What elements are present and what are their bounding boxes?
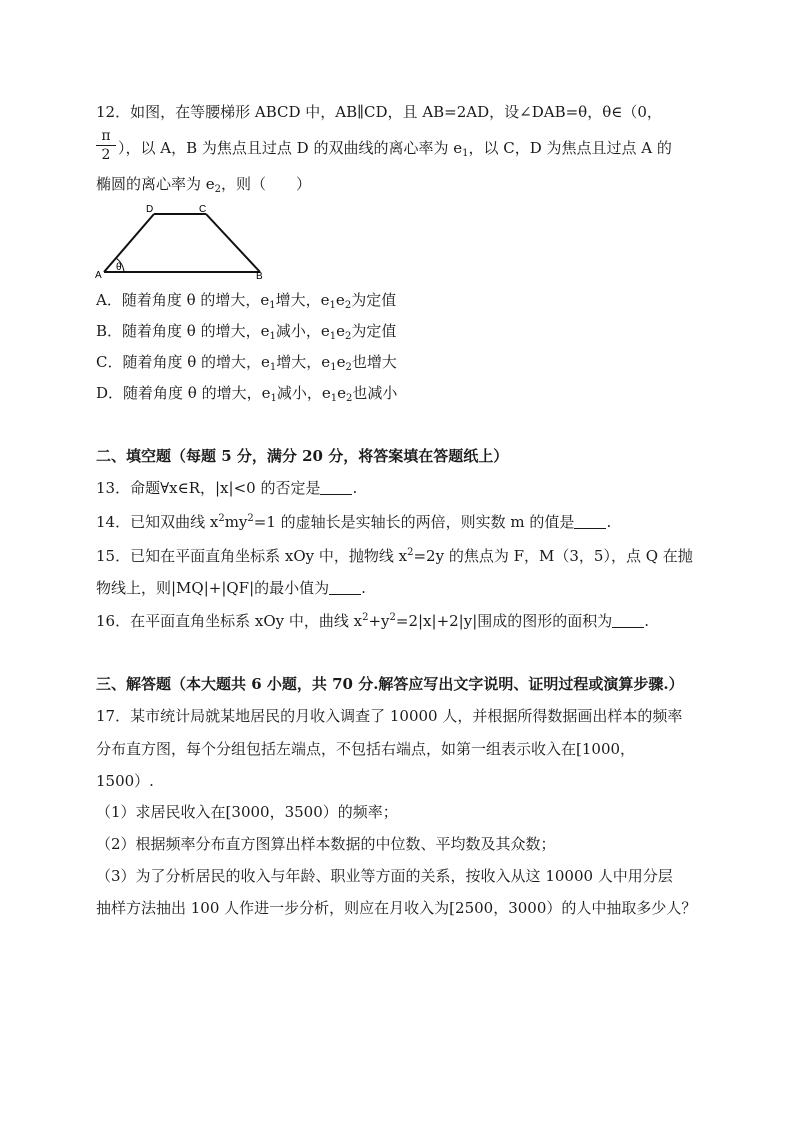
sub-1: 1 xyxy=(329,300,336,311)
q16-a: 16．在平面直角坐标系 xOy 中，曲线 x xyxy=(96,612,363,630)
q13 xyxy=(96,478,357,498)
option-b xyxy=(96,321,396,341)
answer-blank xyxy=(329,580,361,595)
answer-blank xyxy=(612,613,644,628)
answer-blank xyxy=(574,514,606,529)
option-d-end: 也减小 xyxy=(352,384,398,402)
option-a-prefix: A．随着角度 θ 的增大，e xyxy=(96,291,270,309)
sup-2: 2 xyxy=(362,612,369,623)
q14-end: . xyxy=(606,513,612,531)
sup-2: 2 xyxy=(218,513,225,524)
q12-line2-a: ），以 A，B 为焦点且过点 D 的双曲线的离心率为 e xyxy=(118,139,463,157)
answer-blank xyxy=(320,480,352,495)
q15-line2 xyxy=(96,578,366,598)
option-c-end: 也增大 xyxy=(351,353,397,371)
option-d-prefix: D．随着角度 θ 的增大，e xyxy=(96,384,271,402)
sub-1: 1 xyxy=(462,148,469,159)
sub-2: 2 xyxy=(345,362,352,373)
label-d: D xyxy=(146,204,154,215)
q16-c: =2|x|+2|y|围成的图形的面积为 xyxy=(395,612,613,630)
sub-1: 1 xyxy=(269,362,277,373)
sup-2: 2 xyxy=(247,513,254,524)
q16-end: . xyxy=(644,612,650,630)
option-b-mid: 减小，e xyxy=(275,322,330,340)
e-letter: e xyxy=(336,353,346,371)
q13-text: 13．命题∀x∈R，|x|<0 的否定是 xyxy=(96,479,321,497)
q17-line1: 17．某市统计局就某地居民的月收入调查了 10000 人，并根据所得数据画出样本的频率 xyxy=(96,707,683,725)
q12-line1: 12．如图，在等腰梯形 ABCD 中，AB∥CD，且 AB=2AD，设∠DAB=θ，θ∈（0， xyxy=(96,103,662,121)
q17-line2: 分布直方图，每个分组包括左端点，不包括右端点，如第一组表示收入在[1000， xyxy=(96,740,636,758)
sub-1: 1 xyxy=(330,362,337,373)
frac-denominator: 2 xyxy=(101,147,111,163)
q15-a: 15．已知在平面直角坐标系 xOy 中，抛物线 x xyxy=(96,547,408,565)
section3-heading: 三、解答题（本大题共 6 小题，共 70 分.解答应写出文字说明、证明过程或演算步骤.） xyxy=(96,675,684,693)
q17-part2: （2）根据频率分布直方图算出样本数据的中位数、平均数及其众数； xyxy=(96,835,556,853)
q12-line3-b: ，则（ ） xyxy=(221,175,312,193)
q13-end: . xyxy=(352,479,358,497)
e-letter: e xyxy=(336,322,345,340)
option-a xyxy=(96,290,396,310)
option-c-mid: 增大，e xyxy=(276,353,331,371)
q12-line3 xyxy=(96,174,311,194)
q14 xyxy=(96,512,611,532)
option-d-mid: 减小，e xyxy=(276,384,331,402)
q12-line2-b: ，以 C，D 为焦点且过点 A 的 xyxy=(468,139,672,157)
option-d xyxy=(96,383,397,403)
q15-line2-text: 物线上，则|MQ|+|QF|的最小值为 xyxy=(96,579,330,597)
sup-2: 2 xyxy=(407,547,414,558)
sub-1: 1 xyxy=(269,331,276,342)
q12-line3-a: 椭圆的离心率为 e xyxy=(96,175,215,193)
q16 xyxy=(96,611,649,631)
sub-1: 1 xyxy=(270,393,277,404)
sub-2: 2 xyxy=(344,300,352,311)
label-theta: θ xyxy=(116,262,122,273)
q15-line1 xyxy=(96,546,693,566)
e-letter: e xyxy=(337,384,347,402)
option-c-prefix: C．随着角度 θ 的增大，e xyxy=(96,353,270,371)
option-a-mid: 增大，e xyxy=(275,291,330,309)
sub-2: 2 xyxy=(345,331,352,342)
sub-1: 1 xyxy=(330,393,338,404)
q14-a: 14．已知双曲线 x xyxy=(96,513,219,531)
q14-b: my xyxy=(224,513,248,531)
q17-line3: 1500）. xyxy=(96,772,154,790)
label-c: C xyxy=(199,204,207,215)
q15-b: =2y 的焦点为 F，M（3，5），点 Q 在抛 xyxy=(413,547,693,565)
pi-over-two xyxy=(96,128,116,163)
q16-b: +y xyxy=(368,612,390,630)
option-a-end: 为定值 xyxy=(351,291,397,309)
trapezoid-figure xyxy=(94,201,274,281)
option-b-end: 为定值 xyxy=(351,322,397,340)
label-b: B xyxy=(256,271,263,281)
q17-part1: （1）求居民收入在[3000，3500）的频率； xyxy=(96,803,398,821)
sub-2: 2 xyxy=(214,184,222,195)
q12-line2 xyxy=(118,138,672,158)
label-a: A xyxy=(95,270,102,281)
q14-c: =1 的虚轴长是实轴长的两倍，则实数 m 的值是 xyxy=(253,513,575,531)
q17-part3-line2: 抽样方法抽出 100 人作进一步分析，则应在月收入为[2500，3000）的人中抽取多少人？ xyxy=(96,899,697,917)
q17-part3-line1: （3）为了分析居民的收入与年龄、职业等方面的关系，按收入从这 10000 人中用分层 xyxy=(96,867,673,885)
sub-2: 2 xyxy=(346,393,353,404)
sub-1: 1 xyxy=(269,300,276,311)
section2-heading: 二、填空题（每题 5 分，满分 20 分，将答案填在答题纸上） xyxy=(96,447,509,465)
option-c xyxy=(96,352,397,372)
sup-2: 2 xyxy=(389,612,396,623)
sub-1: 1 xyxy=(329,331,337,342)
option-b-prefix: B．随着角度 θ 的增大，e xyxy=(96,322,270,340)
frac-numerator: π xyxy=(96,128,116,146)
e-letter: e xyxy=(335,291,345,309)
q15-end: . xyxy=(361,579,366,597)
